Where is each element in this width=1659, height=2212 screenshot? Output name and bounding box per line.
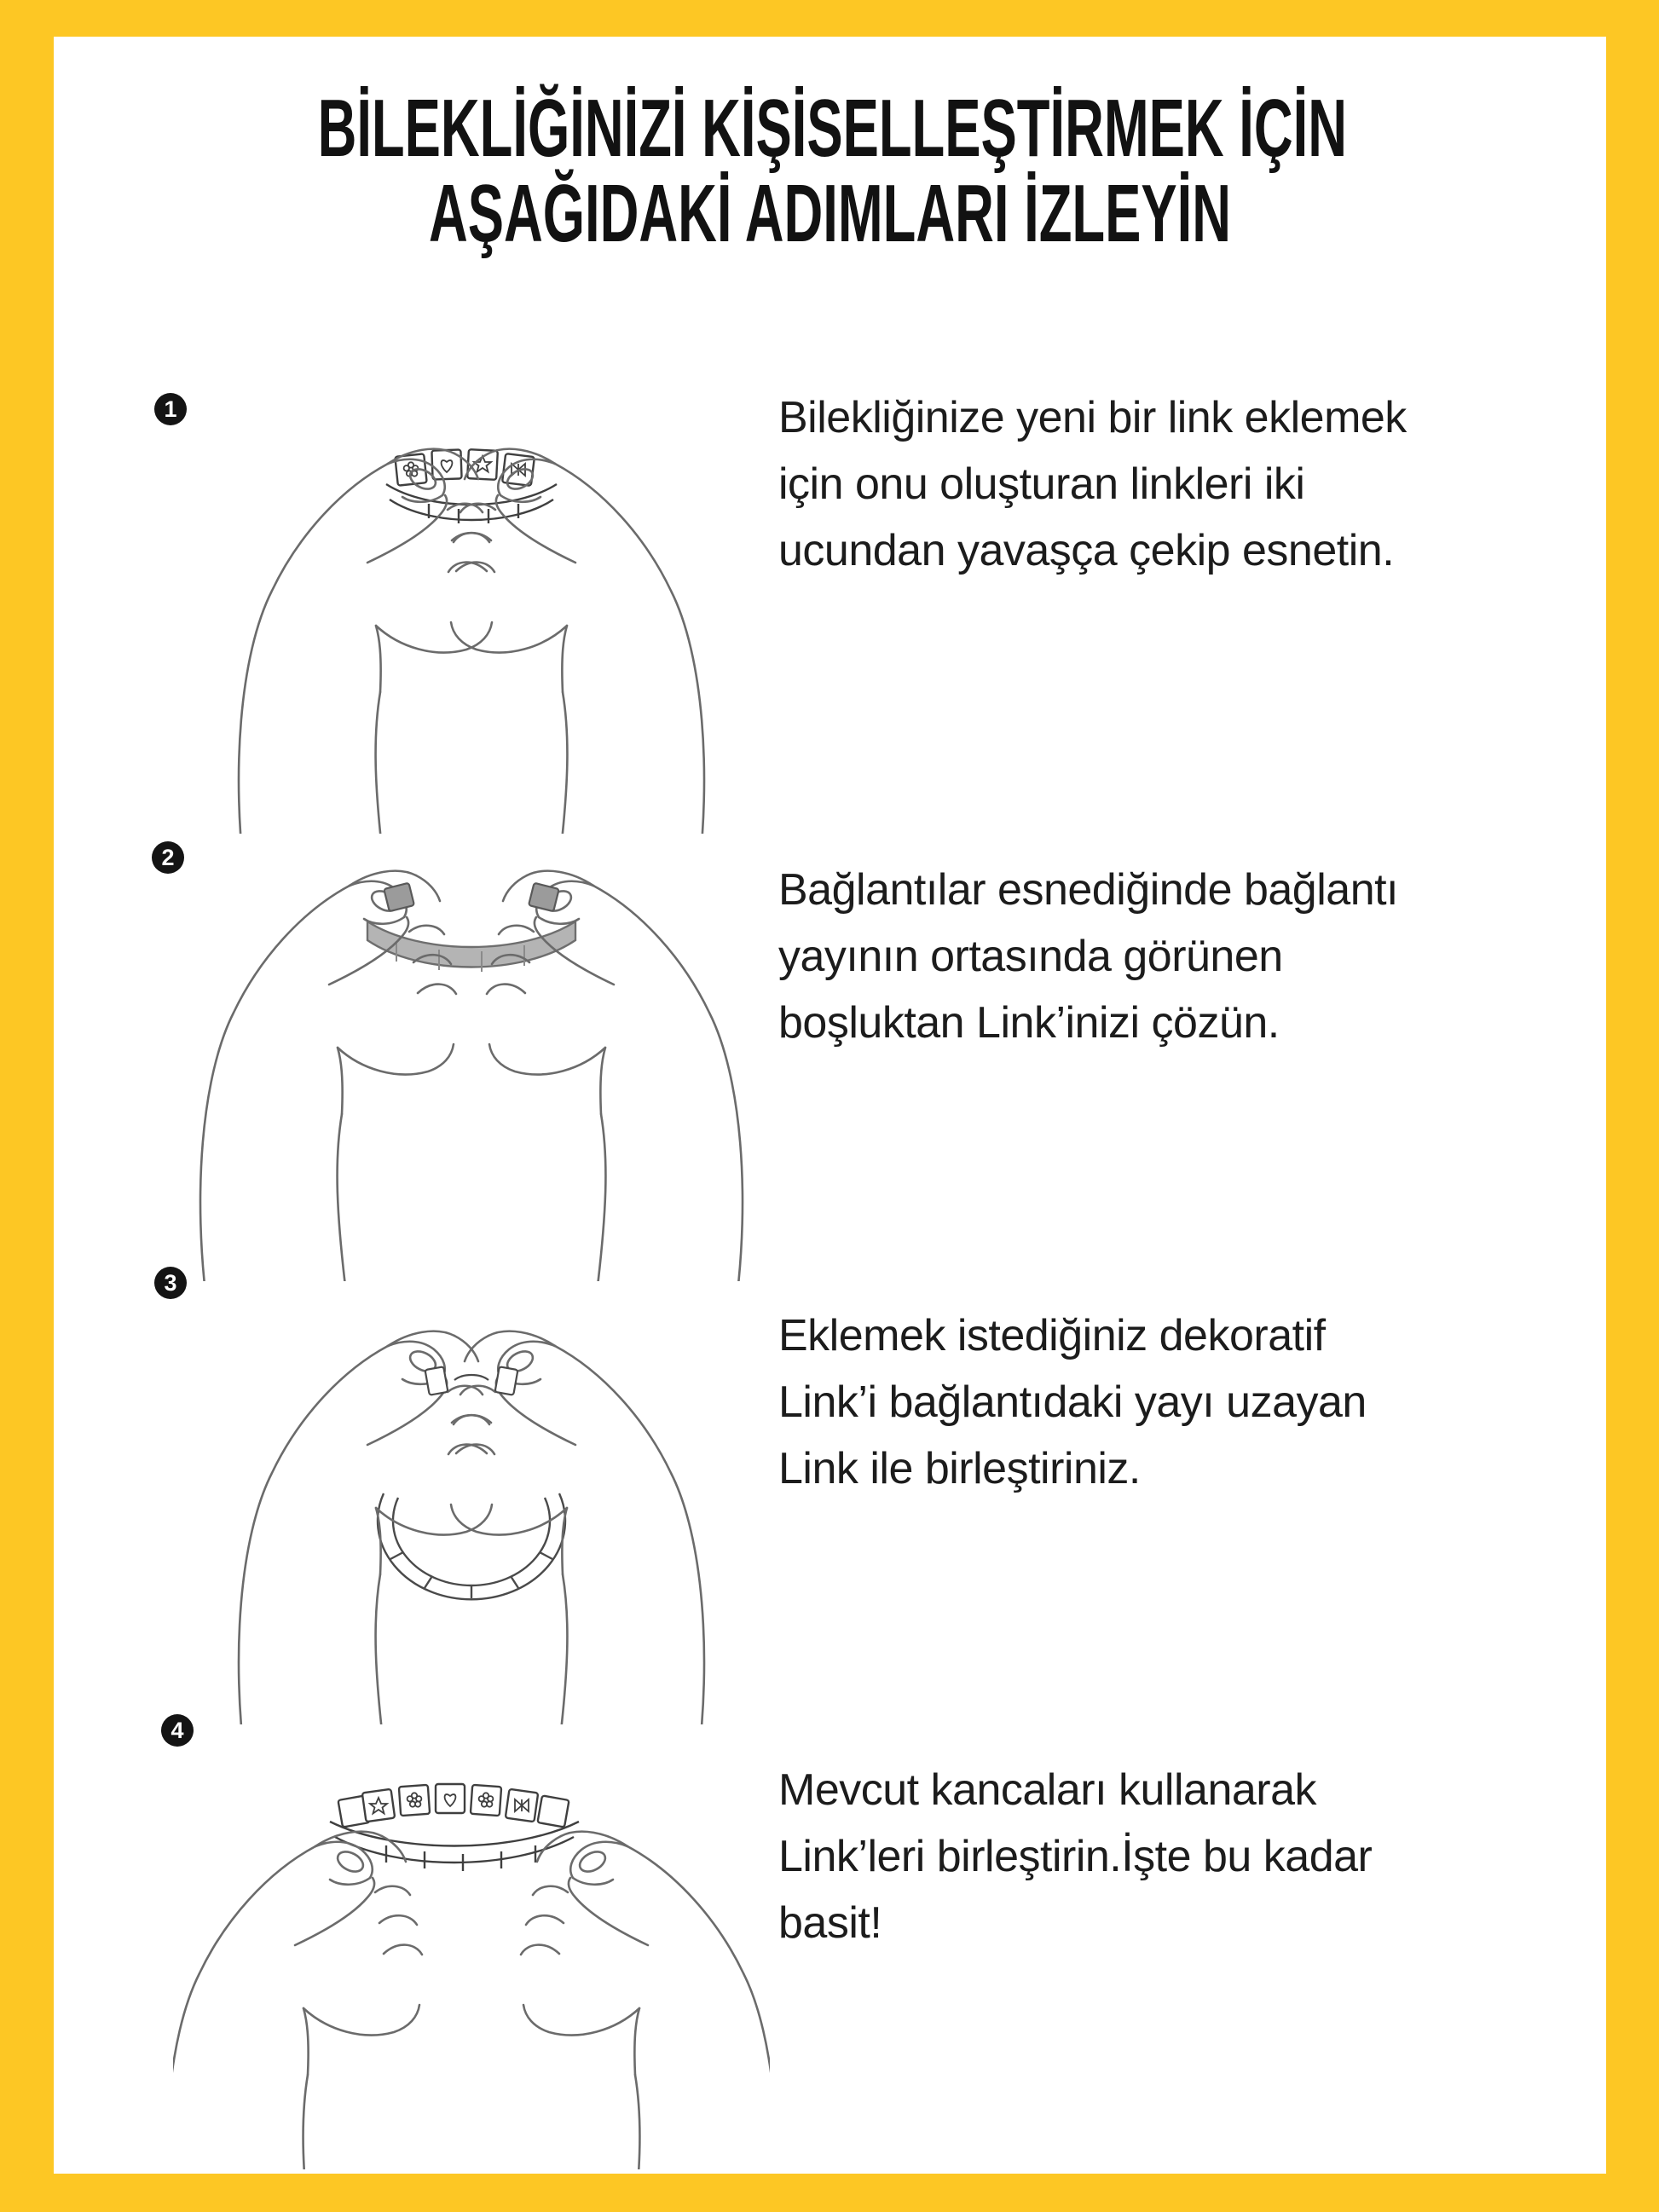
instruction-line: Mevcut kancaları kullanarak [778, 1765, 1317, 1815]
step-3-instruction [778, 1302, 1571, 1502]
instruction-line: basit! [778, 1898, 882, 1948]
title-line-2: AŞAĞIDAKİ ADIMLARI İZLEYİN [429, 168, 1231, 259]
instruction-line: Link’leri birleştirin.İşte bu kadar [778, 1832, 1373, 1881]
instruction-line: ucundan yavaşça çekip esnetin. [778, 526, 1395, 575]
white-content-sheet [54, 37, 1606, 2174]
instruction-line: için onu oluşturan linkleri iki [778, 459, 1305, 509]
instruction-line: Bağlantılar esnediğinde bağlantı [778, 865, 1399, 915]
step-2-instruction [778, 857, 1571, 1056]
instruction-line: Bilekliğinize yeni bir link eklemek [778, 393, 1407, 442]
page-title [54, 83, 1606, 259]
instruction-line: Link ile birleştiriniz. [778, 1444, 1141, 1493]
step-4-number: 4 [171, 1718, 184, 1743]
step-1-instruction [778, 384, 1571, 584]
step-3-number: 3 [164, 1270, 177, 1296]
title-line-1: BİLEKLİĞİNİZİ KİŞİSELLEŞTİRMEK İÇİN [317, 83, 1347, 174]
hands-attaching-link-icon [173, 1264, 770, 1724]
instruction-line: boşluktan Link’inizi çözün. [778, 998, 1280, 1048]
hands-stretching-bracelet-icon [173, 373, 770, 834]
step-1-number: 1 [164, 396, 177, 422]
step-2-number: 2 [161, 845, 175, 870]
hands-finished-bracelet-icon [173, 1709, 770, 2169]
instruction-line: Eklemek istediğiniz dekoratif [778, 1311, 1326, 1360]
step-4-instruction [778, 1757, 1571, 1956]
instruction-line: Link’i bağlantıdaki yayı uzayan [778, 1377, 1367, 1427]
hands-removing-link-icon [173, 821, 770, 1281]
instruction-line: yayının ortasında görünen [778, 932, 1283, 981]
